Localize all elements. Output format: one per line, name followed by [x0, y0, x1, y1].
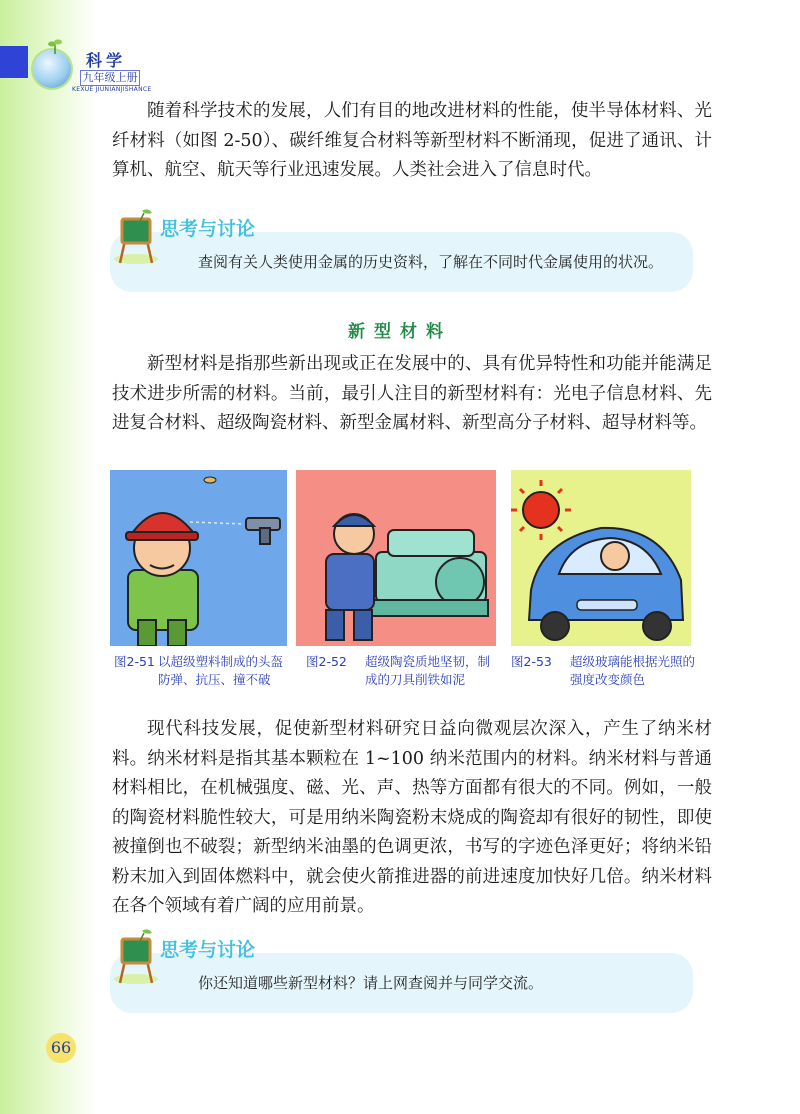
- paragraph-nano-materials: 现代科技发展，促使新型材料研究日益向微观层次深入，产生了纳米材料。纳米材料是指其基本颗粒在 1~100 纳米范围内的材料。纳米材料与普通材料相比，在机械强度、磁、光、声、热等方面都有很大的不同。例如，一般的陶瓷材料脆性较大，可是用纳米陶瓷粉末烧成的陶瓷却有很好的韧性，即使被撞倒也不破裂；新型纳米油墨的色调更浓，书写的字迹色泽更好；将纳米铅粉末加入到固体燃料中，就会使火箭推进器的前进速度加快好几倍。纳米材料在各个领域有着广阔的应用前景。: [112, 719, 712, 916]
- figure-caption: 以超级塑料制成的头盔防弹、抗压、撞不破: [158, 654, 284, 687]
- smart-glass-car-illustration: [511, 470, 691, 646]
- discussion-box: [110, 953, 693, 1013]
- figure-number: 图2-52: [306, 654, 347, 669]
- globe-icon: [33, 50, 71, 88]
- header-pinyin: KEXUE JIUNIANJISHANCE: [72, 86, 152, 93]
- sprout-icon: [48, 38, 62, 54]
- figure-caption: 超级玻璃能根据光照的强度改变颜色: [570, 654, 696, 687]
- header-grade: 九年级上册: [80, 70, 140, 86]
- discussion-heading: 思考与讨论: [160, 939, 256, 961]
- blackboard-icon: [112, 925, 160, 985]
- page-margin-band: [0, 0, 96, 1114]
- header-color-bar: [0, 46, 28, 78]
- paragraph-intro: 随着科学技术的发展，人们有目的地改进材料的性能，使半导体材料、光纤材料（如图 2-50）、碳纤维复合材料等新型材料不断涌现，促进了通讯、计算机、航空、航天等行业迅速发展。人类社会进入了信息时代。: [112, 101, 712, 180]
- header-subject: 科学: [86, 51, 127, 70]
- page-number: 66: [46, 1033, 76, 1063]
- figure-smart-glass-illustration: [511, 470, 691, 646]
- figure-ceramic-tool-illustration: [296, 470, 496, 646]
- paragraph-new-materials: 新型材料是指那些新出现或正在发展中的、具有优异特性和功能并能满足技术进步所需的材料。当前，最引人注目的新型材料有：光电子信息材料、先进复合材料、超级陶瓷材料、新型金属材料、新型高分子材料、超导材料等。: [112, 354, 712, 433]
- discussion-box: [110, 232, 693, 292]
- discussion-text: 你还知道哪些新型材料？请上网查阅并与同学交流。: [198, 974, 544, 992]
- discussion-heading: 思考与讨论: [160, 218, 256, 240]
- discussion-text: 查阅有关人类使用金属的历史资料，了解在不同时代金属使用的状况。: [198, 253, 664, 271]
- blackboard-icon: [112, 205, 160, 265]
- figure-caption: 超级陶瓷质地坚韧，制成的刀具削铁如泥: [365, 654, 491, 687]
- figure-number: 图2-51: [114, 654, 155, 669]
- ceramic-cutting-machine-illustration: [296, 470, 496, 646]
- section-title: 新型材料: [348, 322, 452, 342]
- figure-helmet-illustration: [110, 470, 287, 646]
- figure-number: 图2-53: [511, 654, 552, 669]
- helmet-soldier-illustration: [110, 470, 287, 646]
